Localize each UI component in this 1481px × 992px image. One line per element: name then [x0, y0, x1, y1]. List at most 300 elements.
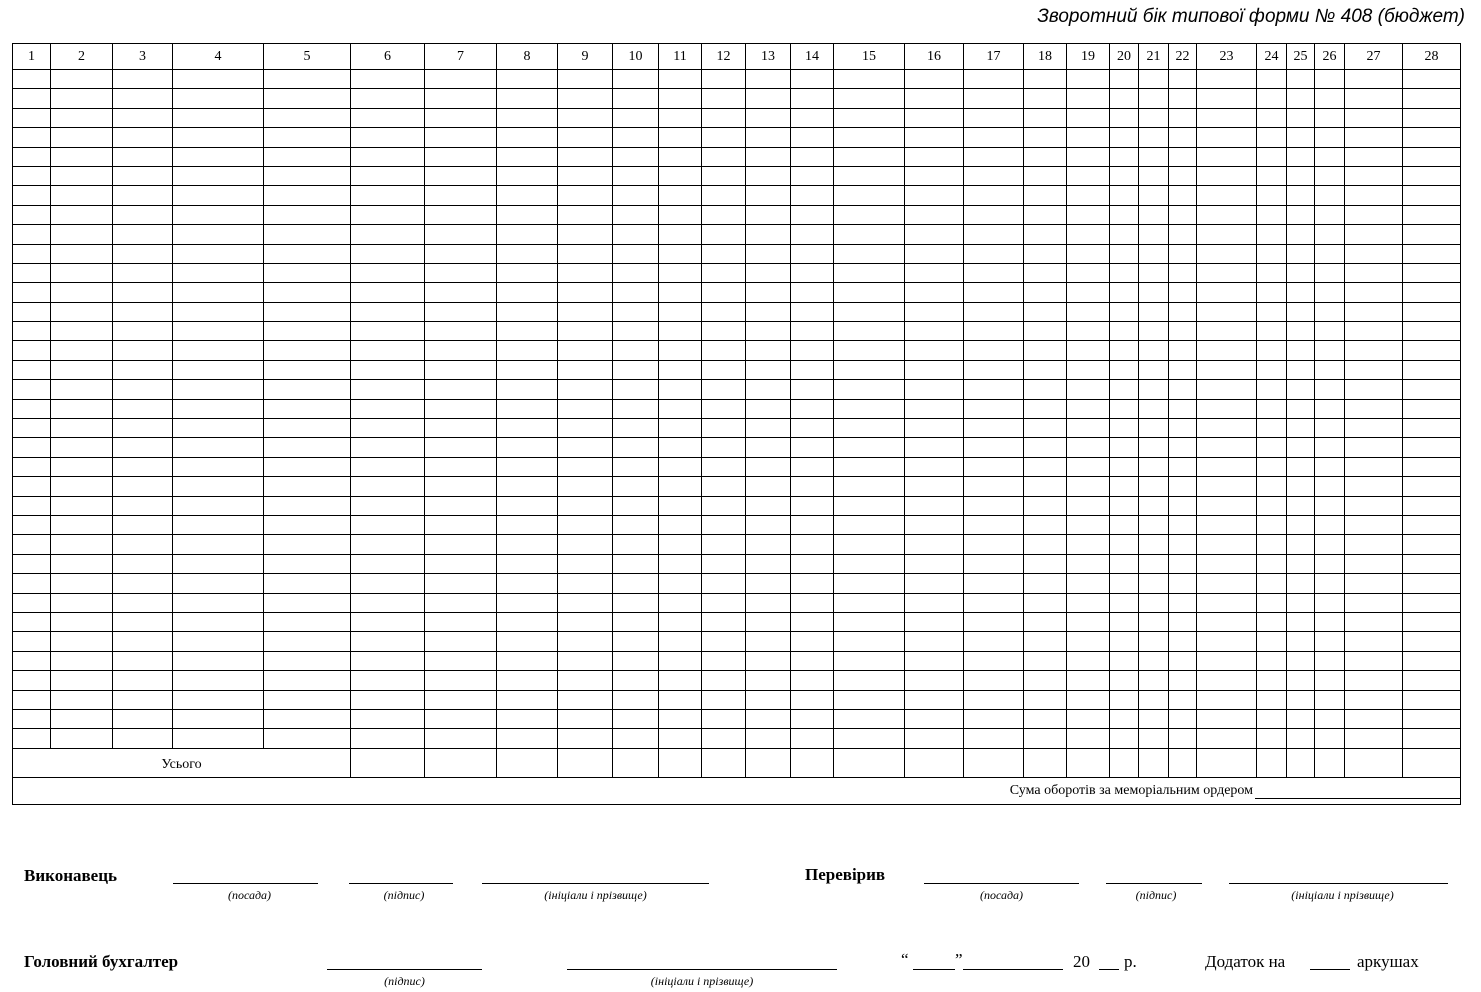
- table-cell[interactable]: [1067, 302, 1110, 321]
- table-cell[interactable]: [1110, 244, 1139, 263]
- table-cell[interactable]: [1139, 651, 1169, 670]
- table-cell[interactable]: [905, 671, 964, 690]
- table-cell[interactable]: [834, 128, 905, 147]
- table-cell[interactable]: [1315, 535, 1345, 554]
- table-cell[interactable]: [1315, 515, 1345, 534]
- table-cell[interactable]: [113, 419, 173, 438]
- table-cell[interactable]: [613, 302, 659, 321]
- table-cell[interactable]: [905, 263, 964, 282]
- table-cell[interactable]: [173, 341, 264, 360]
- table-cell[interactable]: [173, 225, 264, 244]
- table-cell[interactable]: [51, 399, 113, 418]
- table-cell[interactable]: [1257, 360, 1287, 379]
- table-cell[interactable]: [1110, 632, 1139, 651]
- table-cell[interactable]: [51, 593, 113, 612]
- table-cell[interactable]: [746, 535, 791, 554]
- table-cell[interactable]: [1110, 302, 1139, 321]
- table-cell[interactable]: [791, 612, 834, 631]
- table-cell[interactable]: [1139, 612, 1169, 631]
- table-cell[interactable]: [1403, 70, 1461, 89]
- table-cell[interactable]: [1287, 380, 1315, 399]
- table-cell[interactable]: [1287, 360, 1315, 379]
- table-cell[interactable]: [1024, 322, 1067, 341]
- table-cell[interactable]: [425, 671, 497, 690]
- table-cell[interactable]: [659, 477, 702, 496]
- table-cell[interactable]: [613, 515, 659, 534]
- table-cell[interactable]: [51, 554, 113, 573]
- total-cell[interactable]: [834, 748, 905, 777]
- table-cell[interactable]: [702, 128, 746, 147]
- table-cell[interactable]: [1169, 419, 1197, 438]
- table-cell[interactable]: [51, 419, 113, 438]
- total-cell[interactable]: [1139, 748, 1169, 777]
- table-cell[interactable]: [964, 515, 1024, 534]
- table-cell[interactable]: [351, 438, 425, 457]
- table-cell[interactable]: [1315, 690, 1345, 709]
- table-cell[interactable]: [173, 360, 264, 379]
- table-cell[interactable]: [702, 283, 746, 302]
- table-cell[interactable]: [613, 263, 659, 282]
- table-cell[interactable]: [351, 380, 425, 399]
- table-cell[interactable]: [1315, 612, 1345, 631]
- table-cell[interactable]: [558, 283, 613, 302]
- table-cell[interactable]: [1139, 205, 1169, 224]
- table-cell[interactable]: [905, 186, 964, 205]
- table-cell[interactable]: [1024, 205, 1067, 224]
- table-cell[interactable]: [1315, 709, 1345, 728]
- table-cell[interactable]: [834, 89, 905, 108]
- table-cell[interactable]: [659, 709, 702, 728]
- table-cell[interactable]: [1315, 147, 1345, 166]
- table-cell[interactable]: [746, 302, 791, 321]
- table-cell[interactable]: [1024, 690, 1067, 709]
- table-cell[interactable]: [13, 360, 51, 379]
- table-cell[interactable]: [425, 108, 497, 127]
- table-cell[interactable]: [13, 302, 51, 321]
- table-cell[interactable]: [497, 360, 558, 379]
- table-cell[interactable]: [497, 399, 558, 418]
- table-cell[interactable]: [834, 205, 905, 224]
- table-cell[interactable]: [351, 399, 425, 418]
- table-cell[interactable]: [425, 535, 497, 554]
- table-cell[interactable]: [1067, 690, 1110, 709]
- table-cell[interactable]: [964, 574, 1024, 593]
- table-cell[interactable]: [964, 729, 1024, 748]
- table-cell[interactable]: [791, 205, 834, 224]
- table-cell[interactable]: [1287, 108, 1315, 127]
- table-cell[interactable]: [13, 574, 51, 593]
- table-cell[interactable]: [351, 283, 425, 302]
- table-cell[interactable]: [1139, 186, 1169, 205]
- table-cell[interactable]: [1197, 419, 1257, 438]
- table-cell[interactable]: [1403, 341, 1461, 360]
- table-cell[interactable]: [1197, 612, 1257, 631]
- table-cell[interactable]: [791, 360, 834, 379]
- table-cell[interactable]: [1024, 419, 1067, 438]
- table-cell[interactable]: [558, 593, 613, 612]
- table-cell[interactable]: [746, 496, 791, 515]
- table-cell[interactable]: [13, 263, 51, 282]
- table-cell[interactable]: [1345, 535, 1403, 554]
- table-cell[interactable]: [964, 496, 1024, 515]
- table-cell[interactable]: [173, 205, 264, 224]
- table-cell[interactable]: [1197, 651, 1257, 670]
- table-cell[interactable]: [1403, 438, 1461, 457]
- table-cell[interactable]: [1287, 244, 1315, 263]
- table-cell[interactable]: [834, 186, 905, 205]
- table-cell[interactable]: [1110, 690, 1139, 709]
- table-cell[interactable]: [746, 166, 791, 185]
- table-cell[interactable]: [613, 535, 659, 554]
- table-cell[interactable]: [613, 574, 659, 593]
- table-cell[interactable]: [1067, 593, 1110, 612]
- table-cell[interactable]: [1403, 205, 1461, 224]
- table-cell[interactable]: [13, 283, 51, 302]
- table-cell[interactable]: [1315, 263, 1345, 282]
- table-cell[interactable]: [964, 593, 1024, 612]
- table-cell[interactable]: [834, 593, 905, 612]
- table-cell[interactable]: [425, 186, 497, 205]
- table-cell[interactable]: [264, 574, 351, 593]
- table-cell[interactable]: [834, 108, 905, 127]
- table-cell[interactable]: [1139, 322, 1169, 341]
- table-cell[interactable]: [905, 283, 964, 302]
- table-cell[interactable]: [791, 399, 834, 418]
- table-cell[interactable]: [1403, 496, 1461, 515]
- table-cell[interactable]: [905, 360, 964, 379]
- table-cell[interactable]: [1345, 302, 1403, 321]
- table-cell[interactable]: [51, 283, 113, 302]
- table-cell[interactable]: [1067, 419, 1110, 438]
- table-cell[interactable]: [834, 283, 905, 302]
- table-cell[interactable]: [425, 322, 497, 341]
- table-cell[interactable]: [1403, 147, 1461, 166]
- table-cell[interactable]: [1197, 438, 1257, 457]
- table-cell[interactable]: [173, 496, 264, 515]
- table-cell[interactable]: [791, 225, 834, 244]
- table-cell[interactable]: [497, 612, 558, 631]
- table-cell[interactable]: [1197, 671, 1257, 690]
- table-cell[interactable]: [13, 128, 51, 147]
- table-cell[interactable]: [791, 380, 834, 399]
- table-cell[interactable]: [905, 496, 964, 515]
- table-cell[interactable]: [13, 225, 51, 244]
- table-cell[interactable]: [659, 399, 702, 418]
- table-cell[interactable]: [351, 612, 425, 631]
- table-cell[interactable]: [659, 263, 702, 282]
- table-cell[interactable]: [1024, 244, 1067, 263]
- table-cell[interactable]: [834, 671, 905, 690]
- table-cell[interactable]: [13, 147, 51, 166]
- table-cell[interactable]: [964, 360, 1024, 379]
- table-cell[interactable]: [1139, 477, 1169, 496]
- table-cell[interactable]: [613, 108, 659, 127]
- table-cell[interactable]: [13, 341, 51, 360]
- table-cell[interactable]: [746, 729, 791, 748]
- table-cell[interactable]: [497, 671, 558, 690]
- table-cell[interactable]: [964, 419, 1024, 438]
- table-cell[interactable]: [351, 651, 425, 670]
- table-cell[interactable]: [1257, 225, 1287, 244]
- table-cell[interactable]: [558, 108, 613, 127]
- table-cell[interactable]: [558, 709, 613, 728]
- table-cell[interactable]: [746, 263, 791, 282]
- table-cell[interactable]: [497, 729, 558, 748]
- table-cell[interactable]: [659, 632, 702, 651]
- table-cell[interactable]: [173, 283, 264, 302]
- table-cell[interactable]: [351, 89, 425, 108]
- table-cell[interactable]: [1197, 632, 1257, 651]
- table-cell[interactable]: [791, 515, 834, 534]
- table-cell[interactable]: [1139, 89, 1169, 108]
- table-cell[interactable]: [351, 205, 425, 224]
- table-cell[interactable]: [905, 70, 964, 89]
- table-cell[interactable]: [613, 593, 659, 612]
- table-cell[interactable]: [1197, 322, 1257, 341]
- table-cell[interactable]: [1257, 419, 1287, 438]
- table-cell[interactable]: [791, 302, 834, 321]
- table-cell[interactable]: [1257, 438, 1287, 457]
- table-cell[interactable]: [702, 554, 746, 573]
- table-cell[interactable]: [791, 341, 834, 360]
- table-cell[interactable]: [746, 322, 791, 341]
- table-cell[interactable]: [746, 612, 791, 631]
- table-cell[interactable]: [1024, 302, 1067, 321]
- table-cell[interactable]: [834, 399, 905, 418]
- table-cell[interactable]: [558, 186, 613, 205]
- table-cell[interactable]: [1345, 612, 1403, 631]
- table-cell[interactable]: [905, 205, 964, 224]
- table-cell[interactable]: [1197, 477, 1257, 496]
- total-cell[interactable]: [1169, 748, 1197, 777]
- table-cell[interactable]: [1110, 574, 1139, 593]
- table-cell[interactable]: [351, 244, 425, 263]
- table-cell[interactable]: [264, 283, 351, 302]
- table-cell[interactable]: [113, 166, 173, 185]
- table-cell[interactable]: [1139, 729, 1169, 748]
- table-cell[interactable]: [1169, 632, 1197, 651]
- table-cell[interactable]: [905, 651, 964, 670]
- table-cell[interactable]: [613, 70, 659, 89]
- table-cell[interactable]: [1287, 709, 1315, 728]
- total-cell[interactable]: [791, 748, 834, 777]
- table-cell[interactable]: [1067, 554, 1110, 573]
- table-cell[interactable]: [1315, 632, 1345, 651]
- table-cell[interactable]: [351, 108, 425, 127]
- table-cell[interactable]: [702, 341, 746, 360]
- table-cell[interactable]: [264, 89, 351, 108]
- table-cell[interactable]: [1315, 593, 1345, 612]
- table-cell[interactable]: [834, 535, 905, 554]
- table-cell[interactable]: [1345, 380, 1403, 399]
- table-cell[interactable]: [1257, 205, 1287, 224]
- table-cell[interactable]: [1067, 108, 1110, 127]
- table-cell[interactable]: [905, 244, 964, 263]
- table-cell[interactable]: [834, 438, 905, 457]
- table-cell[interactable]: [264, 457, 351, 476]
- table-cell[interactable]: [791, 574, 834, 593]
- table-cell[interactable]: [351, 593, 425, 612]
- chief-name-line[interactable]: [567, 969, 837, 970]
- table-cell[interactable]: [497, 108, 558, 127]
- table-cell[interactable]: [1345, 205, 1403, 224]
- table-cell[interactable]: [1345, 166, 1403, 185]
- table-cell[interactable]: [702, 690, 746, 709]
- table-cell[interactable]: [1197, 496, 1257, 515]
- table-cell[interactable]: [1287, 166, 1315, 185]
- table-cell[interactable]: [351, 70, 425, 89]
- table-cell[interactable]: [1287, 515, 1315, 534]
- table-cell[interactable]: [791, 186, 834, 205]
- table-cell[interactable]: [1287, 632, 1315, 651]
- table-cell[interactable]: [1315, 322, 1345, 341]
- table-cell[interactable]: [497, 574, 558, 593]
- table-cell[interactable]: [51, 244, 113, 263]
- table-cell[interactable]: [1257, 147, 1287, 166]
- table-cell[interactable]: [1197, 457, 1257, 476]
- table-cell[interactable]: [1403, 709, 1461, 728]
- table-cell[interactable]: [746, 690, 791, 709]
- table-cell[interactable]: [791, 535, 834, 554]
- table-cell[interactable]: [1287, 690, 1315, 709]
- table-cell[interactable]: [1315, 205, 1345, 224]
- table-cell[interactable]: [425, 709, 497, 728]
- table-cell[interactable]: [1067, 89, 1110, 108]
- table-cell[interactable]: [791, 322, 834, 341]
- table-cell[interactable]: [173, 186, 264, 205]
- table-cell[interactable]: [351, 128, 425, 147]
- table-cell[interactable]: [264, 554, 351, 573]
- table-cell[interactable]: [351, 535, 425, 554]
- table-cell[interactable]: [1197, 128, 1257, 147]
- table-cell[interactable]: [173, 322, 264, 341]
- table-cell[interactable]: [1287, 651, 1315, 670]
- table-cell[interactable]: [834, 70, 905, 89]
- table-cell[interactable]: [497, 147, 558, 166]
- table-cell[interactable]: [1403, 380, 1461, 399]
- table-cell[interactable]: [264, 709, 351, 728]
- table-cell[interactable]: [1257, 709, 1287, 728]
- table-cell[interactable]: [173, 380, 264, 399]
- table-cell[interactable]: [13, 515, 51, 534]
- table-cell[interactable]: [659, 186, 702, 205]
- table-cell[interactable]: [1110, 128, 1139, 147]
- table-cell[interactable]: [1345, 554, 1403, 573]
- table-cell[interactable]: [964, 477, 1024, 496]
- table-cell[interactable]: [905, 457, 964, 476]
- table-cell[interactable]: [51, 574, 113, 593]
- table-cell[interactable]: [51, 360, 113, 379]
- table-cell[interactable]: [613, 186, 659, 205]
- table-cell[interactable]: [834, 360, 905, 379]
- table-cell[interactable]: [425, 380, 497, 399]
- table-cell[interactable]: [425, 263, 497, 282]
- table-cell[interactable]: [1197, 380, 1257, 399]
- table-cell[interactable]: [1110, 651, 1139, 670]
- table-cell[interactable]: [1139, 166, 1169, 185]
- table-cell[interactable]: [558, 632, 613, 651]
- table-cell[interactable]: [1315, 186, 1345, 205]
- table-cell[interactable]: [113, 341, 173, 360]
- table-cell[interactable]: [1287, 283, 1315, 302]
- table-cell[interactable]: [905, 225, 964, 244]
- table-cell[interactable]: [1024, 283, 1067, 302]
- table-cell[interactable]: [1197, 554, 1257, 573]
- table-cell[interactable]: [1067, 671, 1110, 690]
- table-cell[interactable]: [964, 457, 1024, 476]
- table-cell[interactable]: [746, 225, 791, 244]
- table-cell[interactable]: [264, 593, 351, 612]
- table-cell[interactable]: [905, 302, 964, 321]
- table-cell[interactable]: [1067, 399, 1110, 418]
- table-cell[interactable]: [702, 612, 746, 631]
- table-cell[interactable]: [51, 108, 113, 127]
- table-cell[interactable]: [1169, 399, 1197, 418]
- table-cell[interactable]: [746, 341, 791, 360]
- table-cell[interactable]: [1287, 496, 1315, 515]
- table-cell[interactable]: [173, 147, 264, 166]
- table-cell[interactable]: [1197, 263, 1257, 282]
- table-cell[interactable]: [1345, 360, 1403, 379]
- table-cell[interactable]: [1024, 380, 1067, 399]
- table-cell[interactable]: [113, 70, 173, 89]
- table-cell[interactable]: [659, 205, 702, 224]
- table-cell[interactable]: [351, 322, 425, 341]
- table-cell[interactable]: [13, 186, 51, 205]
- table-cell[interactable]: [51, 147, 113, 166]
- table-cell[interactable]: [1197, 108, 1257, 127]
- table-cell[interactable]: [497, 128, 558, 147]
- table-cell[interactable]: [1345, 322, 1403, 341]
- table-cell[interactable]: [1110, 263, 1139, 282]
- table-cell[interactable]: [425, 554, 497, 573]
- table-cell[interactable]: [791, 632, 834, 651]
- table-cell[interactable]: [1403, 671, 1461, 690]
- table-cell[interactable]: [834, 263, 905, 282]
- table-cell[interactable]: [702, 244, 746, 263]
- table-cell[interactable]: [425, 244, 497, 263]
- table-cell[interactable]: [1139, 283, 1169, 302]
- table-cell[interactable]: [1139, 341, 1169, 360]
- table-cell[interactable]: [834, 709, 905, 728]
- table-cell[interactable]: [834, 651, 905, 670]
- table-cell[interactable]: [1110, 709, 1139, 728]
- table-cell[interactable]: [1067, 283, 1110, 302]
- table-cell[interactable]: [173, 632, 264, 651]
- table-cell[interactable]: [964, 89, 1024, 108]
- table-cell[interactable]: [425, 419, 497, 438]
- table-cell[interactable]: [51, 89, 113, 108]
- table-cell[interactable]: [1139, 496, 1169, 515]
- table-cell[interactable]: [51, 341, 113, 360]
- table-cell[interactable]: [558, 477, 613, 496]
- table-cell[interactable]: [497, 89, 558, 108]
- table-cell[interactable]: [264, 399, 351, 418]
- table-cell[interactable]: [1345, 244, 1403, 263]
- table-cell[interactable]: [1024, 360, 1067, 379]
- table-cell[interactable]: [113, 128, 173, 147]
- table-cell[interactable]: [905, 419, 964, 438]
- table-cell[interactable]: [1110, 593, 1139, 612]
- table-cell[interactable]: [425, 438, 497, 457]
- table-cell[interactable]: [1345, 709, 1403, 728]
- table-cell[interactable]: [1139, 70, 1169, 89]
- table-cell[interactable]: [497, 186, 558, 205]
- table-cell[interactable]: [613, 166, 659, 185]
- table-cell[interactable]: [746, 477, 791, 496]
- table-cell[interactable]: [51, 729, 113, 748]
- table-cell[interactable]: [1315, 399, 1345, 418]
